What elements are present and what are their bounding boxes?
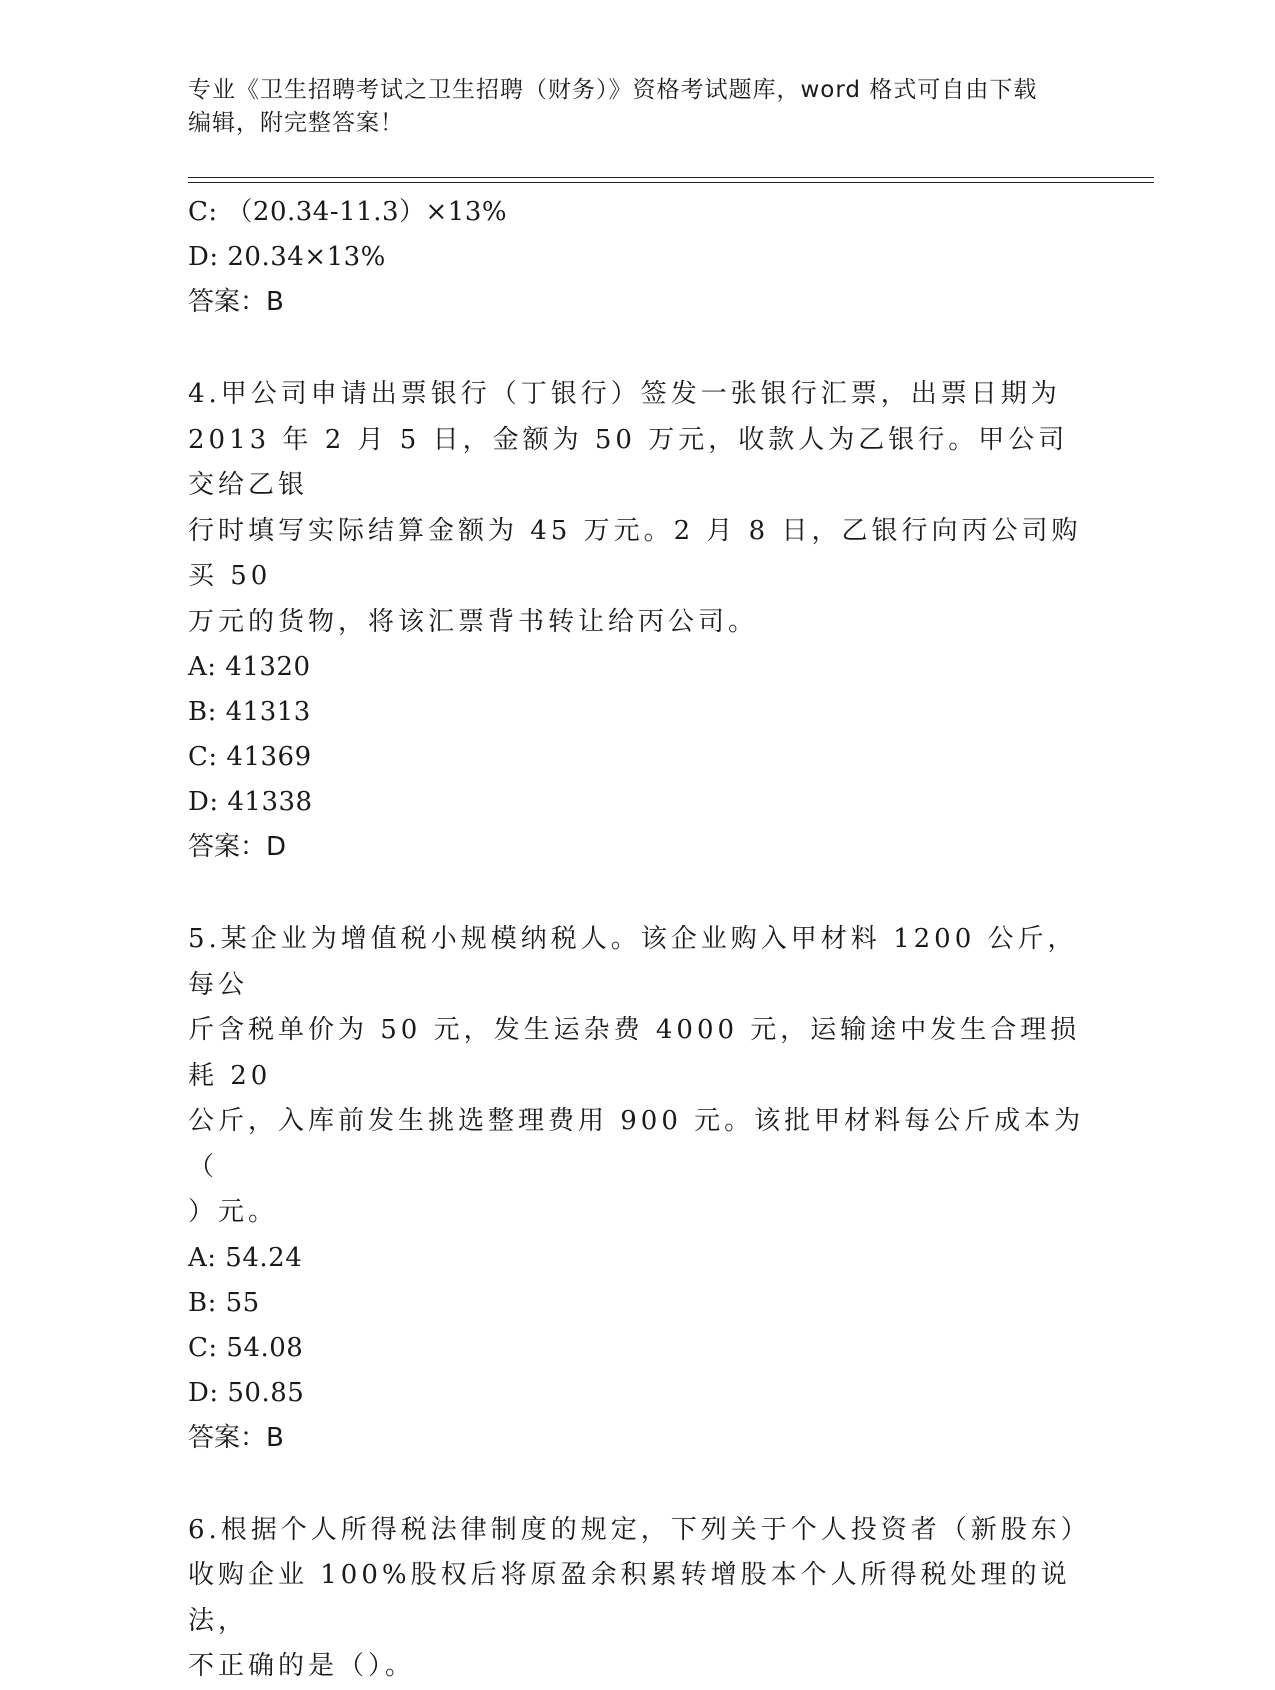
option-d: D: 41338 bbox=[188, 787, 313, 817]
option-b: B: 55 bbox=[188, 1287, 260, 1318]
stem-line: 公斤，入库前发生挑选整理费用 900 元。该批甲材料每公斤成本为（ bbox=[188, 1106, 1085, 1182]
stem-line: 4.甲公司申请出票银行（丁银行）签发一张银行汇票，出票日期为 bbox=[188, 379, 1061, 409]
stem-line: 6.根据个人所得税法律制度的规定，下列关于个人投资者（新股东） bbox=[188, 1514, 1091, 1545]
answer-label: 答案：B bbox=[188, 1422, 284, 1453]
question-content bbox=[188, 190, 1091, 1690]
option-c: C: 41369 bbox=[188, 742, 312, 772]
option-a: A: 41320 bbox=[188, 652, 311, 682]
question-stem bbox=[188, 372, 1088, 645]
question-3-tail bbox=[188, 190, 1088, 325]
stem-line: 不正确的是（）。 bbox=[188, 1651, 416, 1681]
option-c: C: 54.08 bbox=[188, 1332, 304, 1363]
question-6 bbox=[188, 1508, 1091, 1690]
stem-line: 5.某企业为增值税小规模纳税人。该企业购入甲材料 1200 公斤，每公 bbox=[188, 924, 1078, 1000]
option-c: C: （20.34-11.3）×13% bbox=[188, 197, 508, 227]
header-line-1: 专业《卫生招聘考试之卫生招聘（财务）》资格考试题库，word 格式可自由下载 bbox=[188, 77, 1038, 103]
spacer bbox=[188, 870, 1088, 917]
header-divider-bottom bbox=[188, 182, 1154, 183]
header-divider-top bbox=[188, 177, 1154, 178]
question-stem bbox=[188, 1508, 1091, 1690]
spacer bbox=[188, 325, 1088, 372]
answer-label: 答案：D bbox=[188, 832, 287, 862]
option-b: B: 41313 bbox=[188, 697, 311, 727]
stem-line: 2013 年 2 月 5 日，金额为 50 万元，收款人为乙银行。甲公司交给乙银 bbox=[188, 424, 1069, 500]
answer-label: 答案：B bbox=[188, 287, 284, 317]
question-stem bbox=[188, 917, 1088, 1236]
header-line-2: 编辑，附完整答案！ bbox=[188, 110, 404, 136]
spacer bbox=[188, 1461, 1088, 1508]
option-d: D: 20.34×13% bbox=[188, 242, 386, 272]
stem-line: 行时填写实际结算金额为 45 万元。2 月 8 日，乙银行向丙公司购买 50 bbox=[188, 515, 1082, 591]
question-4 bbox=[188, 372, 1088, 870]
stem-line: 斤含税单价为 50 元，发生运杂费 4000 元，运输途中发生合理损耗 20 bbox=[188, 1015, 1081, 1091]
option-a: A: 54.24 bbox=[188, 1242, 303, 1273]
stem-line: ）元。 bbox=[188, 1197, 279, 1227]
option-d: D: 50.85 bbox=[188, 1377, 305, 1408]
stem-line: 收购企业 100%股权后将原盈余积累转增股本个人所得税处理的说法， bbox=[188, 1560, 1071, 1636]
stem-line: 万元的货物，将该汇票背书转让给丙公司。 bbox=[188, 606, 759, 637]
document-header bbox=[188, 74, 1068, 140]
question-5 bbox=[188, 917, 1088, 1461]
